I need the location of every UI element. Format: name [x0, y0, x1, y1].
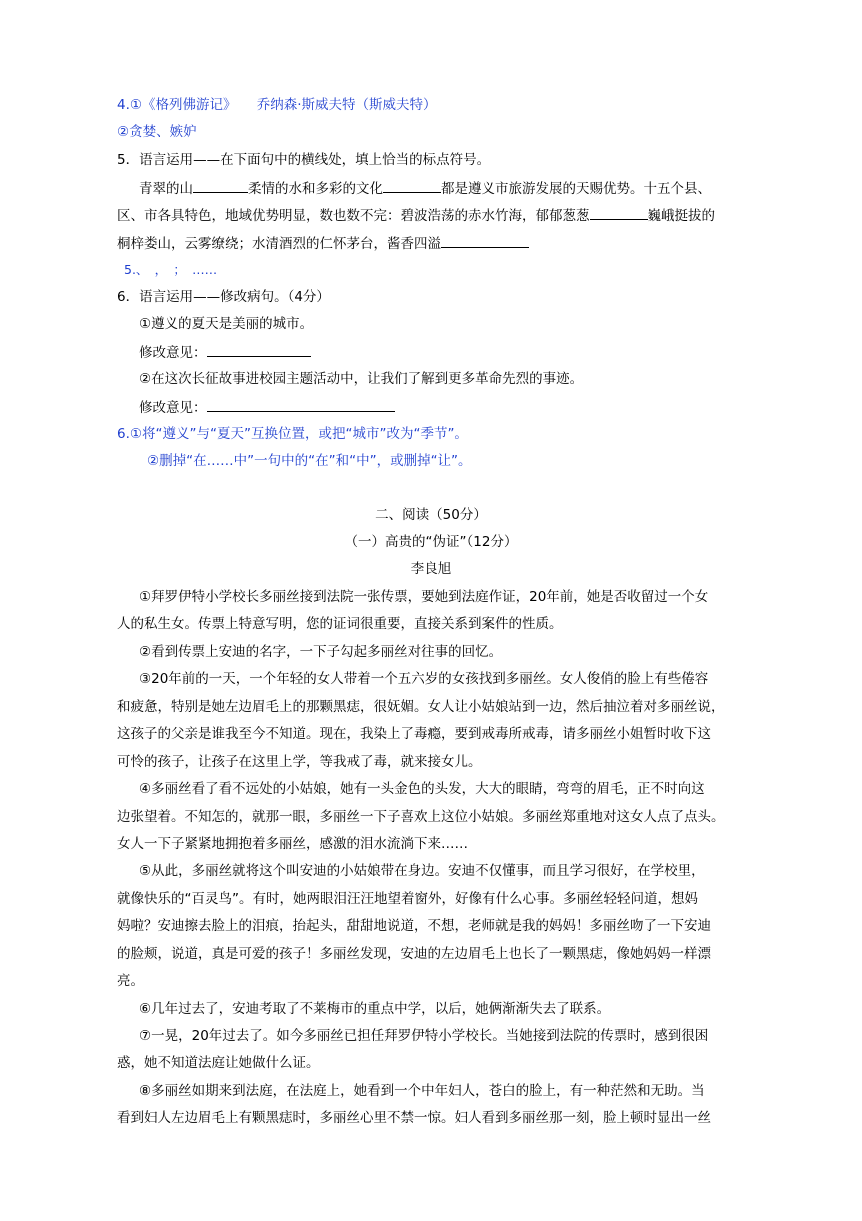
- answer-line: [207, 342, 311, 357]
- fill-blank: [590, 205, 648, 220]
- article-line: 边张望着。不知怎的，就那一眼，多丽丝一下子喜欢上这位小姑娘。多丽丝郑重地对这女人点了点头。: [117, 809, 725, 825]
- question-5-paragraph-line-3: 桐梓娄山，云雾缭绕；水清酒烈的仁怀茅台，酱香四溢: [117, 233, 529, 254]
- fill-blank: [193, 178, 248, 193]
- question-5-title: 5．语言运用——在下面句中的横线处，填上恰当的标点符号。: [117, 152, 491, 168]
- section-heading: 二、阅读（50分）: [375, 507, 487, 523]
- article-line: ⑤从此，多丽丝就将这个叫安迪的小姑娘带在身边。安迪不仅懂事，而且学习很好，在学校里，: [139, 863, 705, 879]
- article-line: ⑧多丽丝如期来到法庭，在法庭上，她看到一个中年妇人，苍白的脸上，有一种茫然和无助。当: [139, 1083, 705, 1099]
- answer-6-line-1: 6.①将“遵义”与“夏天”互换位置，或把“城市”改为“季节”。: [117, 426, 468, 442]
- fill-blank: [383, 178, 441, 193]
- fill-blank: [441, 233, 529, 248]
- question-5-paragraph-line-2: 区、市各具特色，地域优势明显，数也数不完：碧波浩荡的赤水竹海，郁郁葱葱 巍峨挺拔的: [117, 205, 715, 226]
- article-line: ⑦一晃，20年过去了。如今多丽丝已担任拜罗伊特小学校长。当她接到法院的传票时，感到很困: [139, 1028, 709, 1044]
- article-author: 李良旭: [410, 561, 452, 577]
- article-line: 惑，她不知道法庭让她做什么证。: [117, 1055, 320, 1071]
- article-line: 这孩子的父亲是谁我至今不知道。现在，我染上了毒瘾，要到戒毒所戒毒，请多丽丝小姐暂时收下这: [117, 726, 711, 742]
- article-line: ①拜罗伊特小学校长多丽丝接到法院一张传票，要她到法庭作证，20年前，她是否收留过一个女: [139, 589, 709, 605]
- article-line: 就像快乐的“百灵鸟”。有时，她两眼泪汪汪地望着窗外，好像有什么心事。多丽丝轻轻问道，想妈: [117, 891, 698, 907]
- article-line: 可怜的孩子，让孩子在这里上学，等我戒了毒，就来接女儿。: [117, 754, 482, 770]
- article-line: 亮。: [117, 973, 144, 989]
- question-6-sentence-1: ①遵义的夏天是美丽的城市。: [139, 316, 314, 332]
- article-line: ②看到传票上安迪的名字，一下子勾起多丽丝对往事的回忆。: [139, 644, 503, 660]
- question-6-fix-2: 修改意见：: [139, 397, 395, 418]
- article-line: 和疲惫，特别是她左边眉毛上的那颗黑痣，很妩媚。女人让小姑娘站到一边，然后抽泣着对多丽丝说，: [117, 699, 725, 715]
- question-5-paragraph-line-1: 青翠的山 柔情的水和多彩的文化 都是遵义市旅游发展的天赐优势。十五个县、: [139, 178, 711, 199]
- article-line: 妈啦？安迪擦去脸上的泪痕，抬起头，甜甜地说道，不想，老师就是我的妈妈！多丽丝吻了一下安迪: [117, 918, 711, 934]
- article-line: 看到妇人左边眉毛上有颗黑痣时，多丽丝心里不禁一惊。妇人看到多丽丝那一刻，脸上顿时显出一丝: [117, 1110, 711, 1126]
- answer-4-line-1: 4.①《格列佛游记》 乔纳森·斯威夫特（斯威夫特）: [117, 97, 437, 113]
- article-line: 女人一下子紧紧地拥抱着多丽丝，感激的泪水流淌下来……: [117, 836, 468, 852]
- article-line: ③20年前的一天，一个年轻的女人带着一个五六岁的女孩找到多丽丝。女人俊俏的脸上有些倦容: [139, 671, 709, 687]
- answer-line: [207, 397, 395, 412]
- question-6-fix-1: 修改意见：: [139, 342, 311, 363]
- article-line: 的脸颊，说道，真是可爱的孩子！多丽丝发现，安迪的左边眉毛上也长了一颗黑痣，像她妈妈一样漂: [117, 946, 711, 962]
- answer-6-line-2: ②删掉“在……中”一句中的“在”和“中”，或删掉“让”。: [147, 453, 472, 469]
- answer-5: 5.、 ， ； ……: [124, 262, 218, 277]
- article-line: ④多丽丝看了看不远处的小姑娘，她有一头金色的头发，大大的眼睛，弯弯的眉毛，正不时向这: [139, 781, 705, 797]
- answer-4-line-2: ②贪婪、嫉妒: [117, 124, 197, 140]
- article-line: 人的私生女。传票上特意写明，您的证词很重要，直接关系到案件的性质。: [117, 616, 563, 632]
- article-line: ⑥几年过去了，安迪考取了不莱梅市的重点中学，以后，她俩渐渐失去了联系。: [139, 1001, 611, 1017]
- article-title: （一）高贵的“伪证”（12分）: [344, 534, 518, 550]
- question-6-sentence-2: ②在这次长征故事进校园主题活动中，让我们了解到更多革命先烈的事迹。: [139, 371, 584, 387]
- question-6-title: 6．语言运用——修改病句。（4分）: [117, 289, 330, 305]
